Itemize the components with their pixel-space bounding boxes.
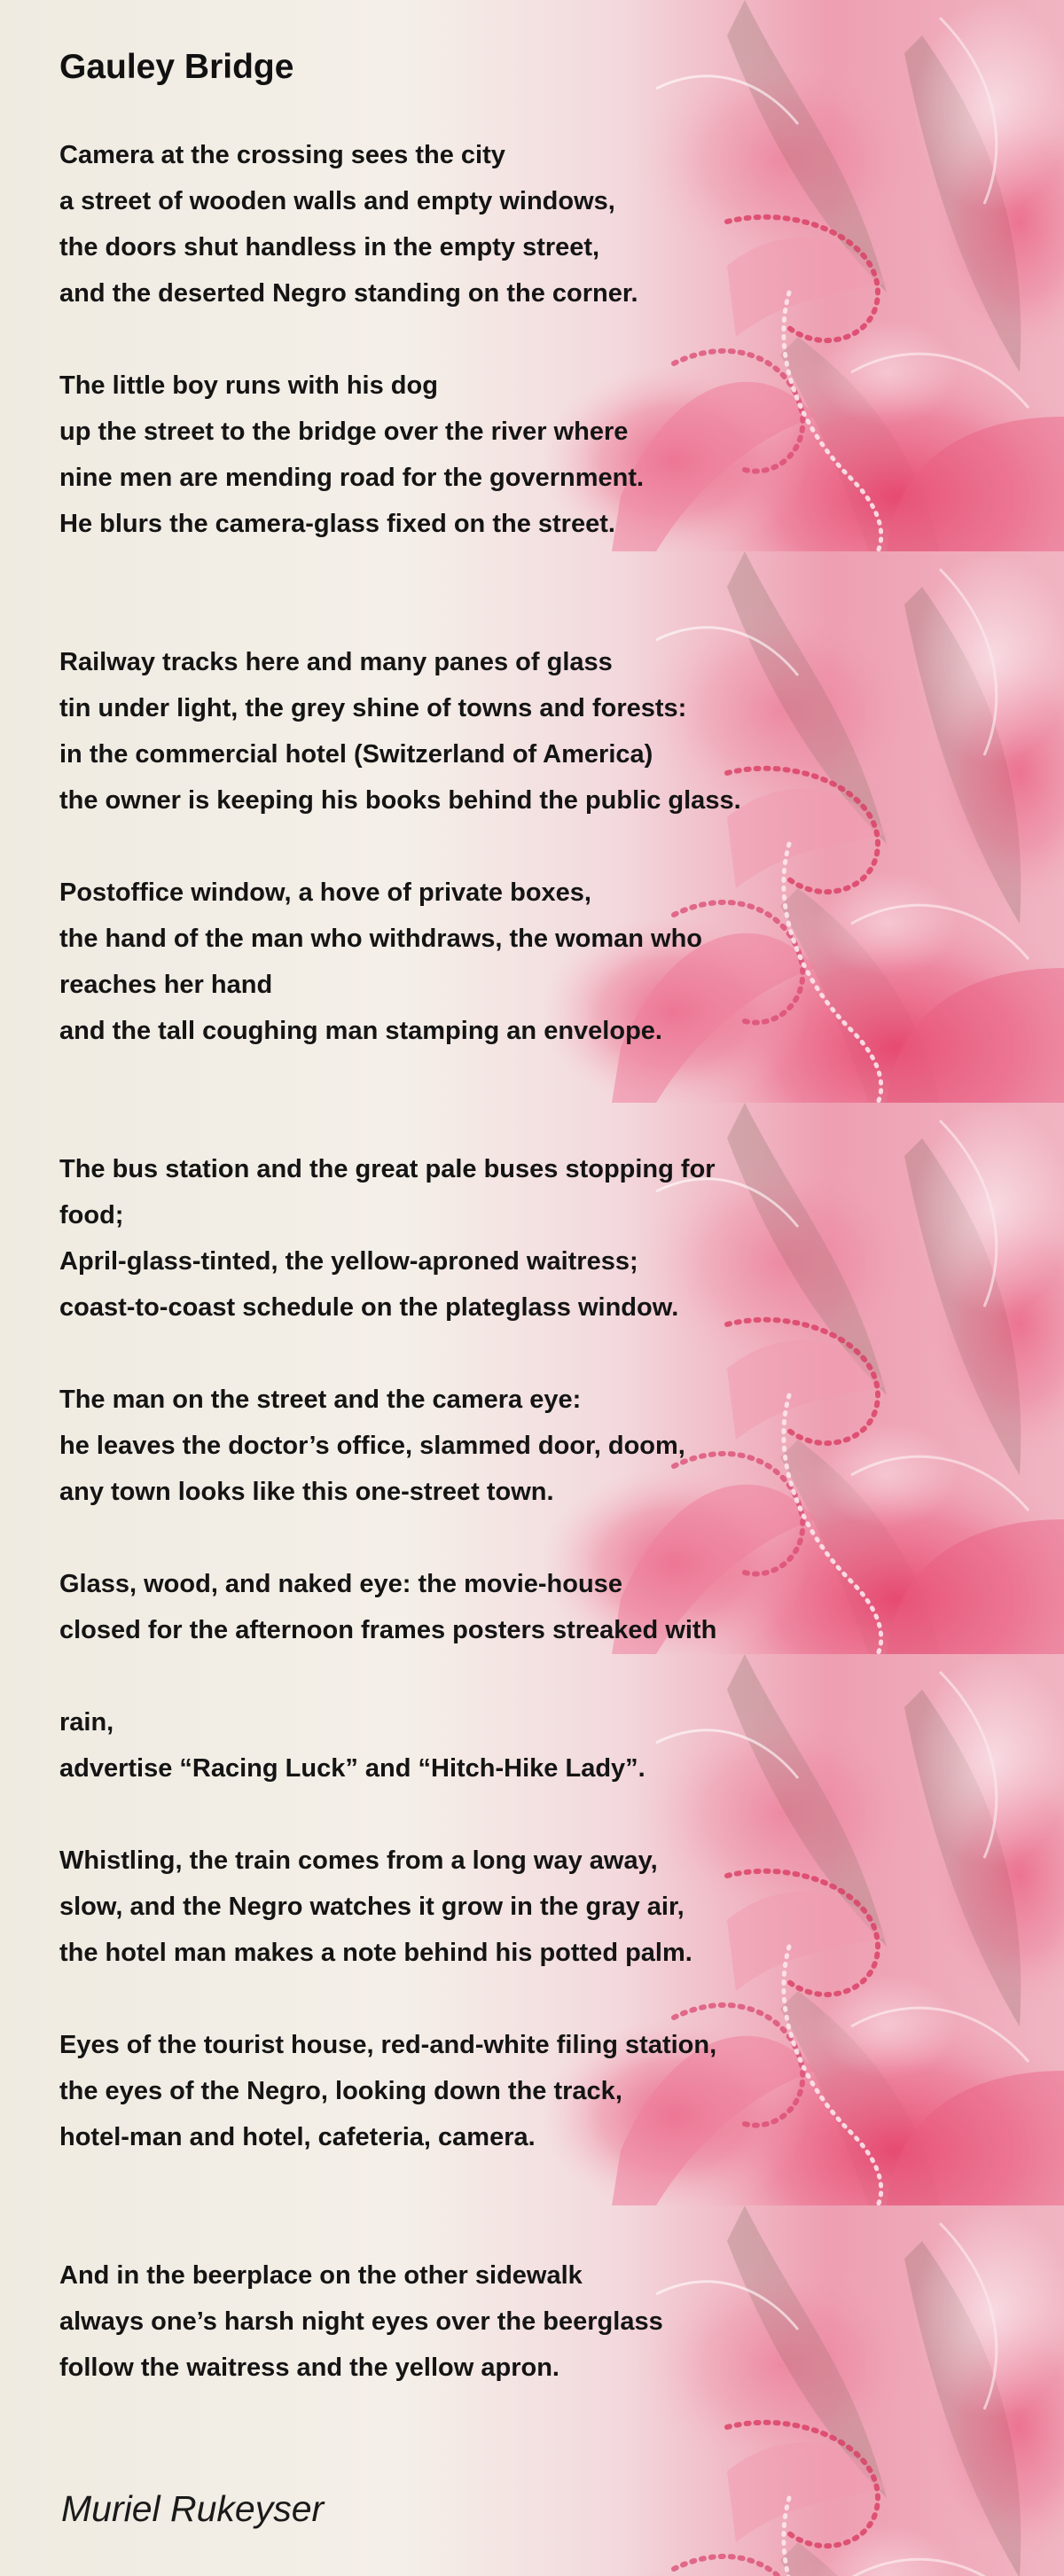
poem-line: coast-to-coast schedule on the plateglass window.	[59, 1293, 679, 1322]
poem-line: The man on the street and the camera eye:	[59, 1386, 582, 1414]
poem-line: the hotel man makes a note behind his potted palm.	[59, 1939, 692, 1967]
poem-line: advertise “Racing Luck” and “Hitch-Hike Lady”.	[59, 1754, 645, 1783]
poem-line: the owner is keeping his books behind the public glass.	[59, 786, 741, 815]
poem-line: And in the beerplace on the other sidewalk	[59, 2261, 583, 2290]
poem-line: a street of wooden walls and empty windows,	[59, 187, 615, 215]
poem-line: He blurs the camera-glass fixed on the street.	[59, 510, 615, 538]
poem-line: hotel-man and hotel, cafeteria, camera.	[59, 2123, 536, 2151]
poem-line: rain,	[59, 1708, 114, 1737]
poem-line: closed for the afternoon frames posters streaked with	[59, 1616, 717, 1644]
poem-line: up the street to the bridge over the river where	[59, 418, 629, 446]
poem-line: Whistling, the train comes from a long way away,	[59, 1846, 658, 1875]
poem-line: reaches her hand	[59, 971, 273, 999]
poem-author: Muriel Rukeyser	[61, 2488, 325, 2529]
poem-line: Glass, wood, and naked eye: the movie-house	[59, 1570, 622, 1598]
poem-line: the eyes of the Negro, looking down the track,	[59, 2077, 622, 2105]
poem-line: always one’s harsh night eyes over the beerglass	[59, 2307, 663, 2336]
poem-line: Postoffice window, a hove of private boxes,	[59, 878, 591, 907]
poem-line: The bus station and the great pale buses stopping for	[59, 1155, 716, 1183]
poem-line: Eyes of the tourist house, red-and-white filing station,	[59, 2031, 717, 2059]
poem-line: slow, and the Negro watches it grow in the gray air,	[59, 1893, 685, 1921]
poem-line: he leaves the doctor’s office, slammed door, doom,	[59, 1432, 685, 1460]
poem-line: The little boy runs with his dog	[59, 371, 438, 400]
poem-line: tin under light, the grey shine of towns and forests:	[59, 694, 687, 722]
poem-line: the hand of the man who withdraws, the woman who	[59, 925, 703, 953]
poem-line: food;	[59, 1201, 124, 1229]
poem-line: April-glass-tinted, the yellow-aproned waitress;	[59, 1247, 638, 1276]
poem-line: nine men are mending road for the government.	[59, 464, 645, 492]
poem-line: in the commercial hotel (Switzerland of America)	[59, 740, 653, 769]
poem-line: the doors shut handless in the empty street,	[59, 233, 600, 262]
poem-title: Gauley Bridge	[59, 48, 294, 86]
poem-line: Camera at the crossing sees the city	[59, 141, 505, 169]
poem-line: Railway tracks here and many panes of glass	[59, 648, 613, 676]
poem-line: and the deserted Negro standing on the corner.	[59, 279, 638, 308]
poem-line: follow the waitress and the yellow apron.	[59, 2354, 559, 2382]
poem-line: any town looks like this one-street town.	[59, 1478, 554, 1506]
poem-line: and the tall coughing man stamping an envelope.	[59, 1017, 662, 1045]
